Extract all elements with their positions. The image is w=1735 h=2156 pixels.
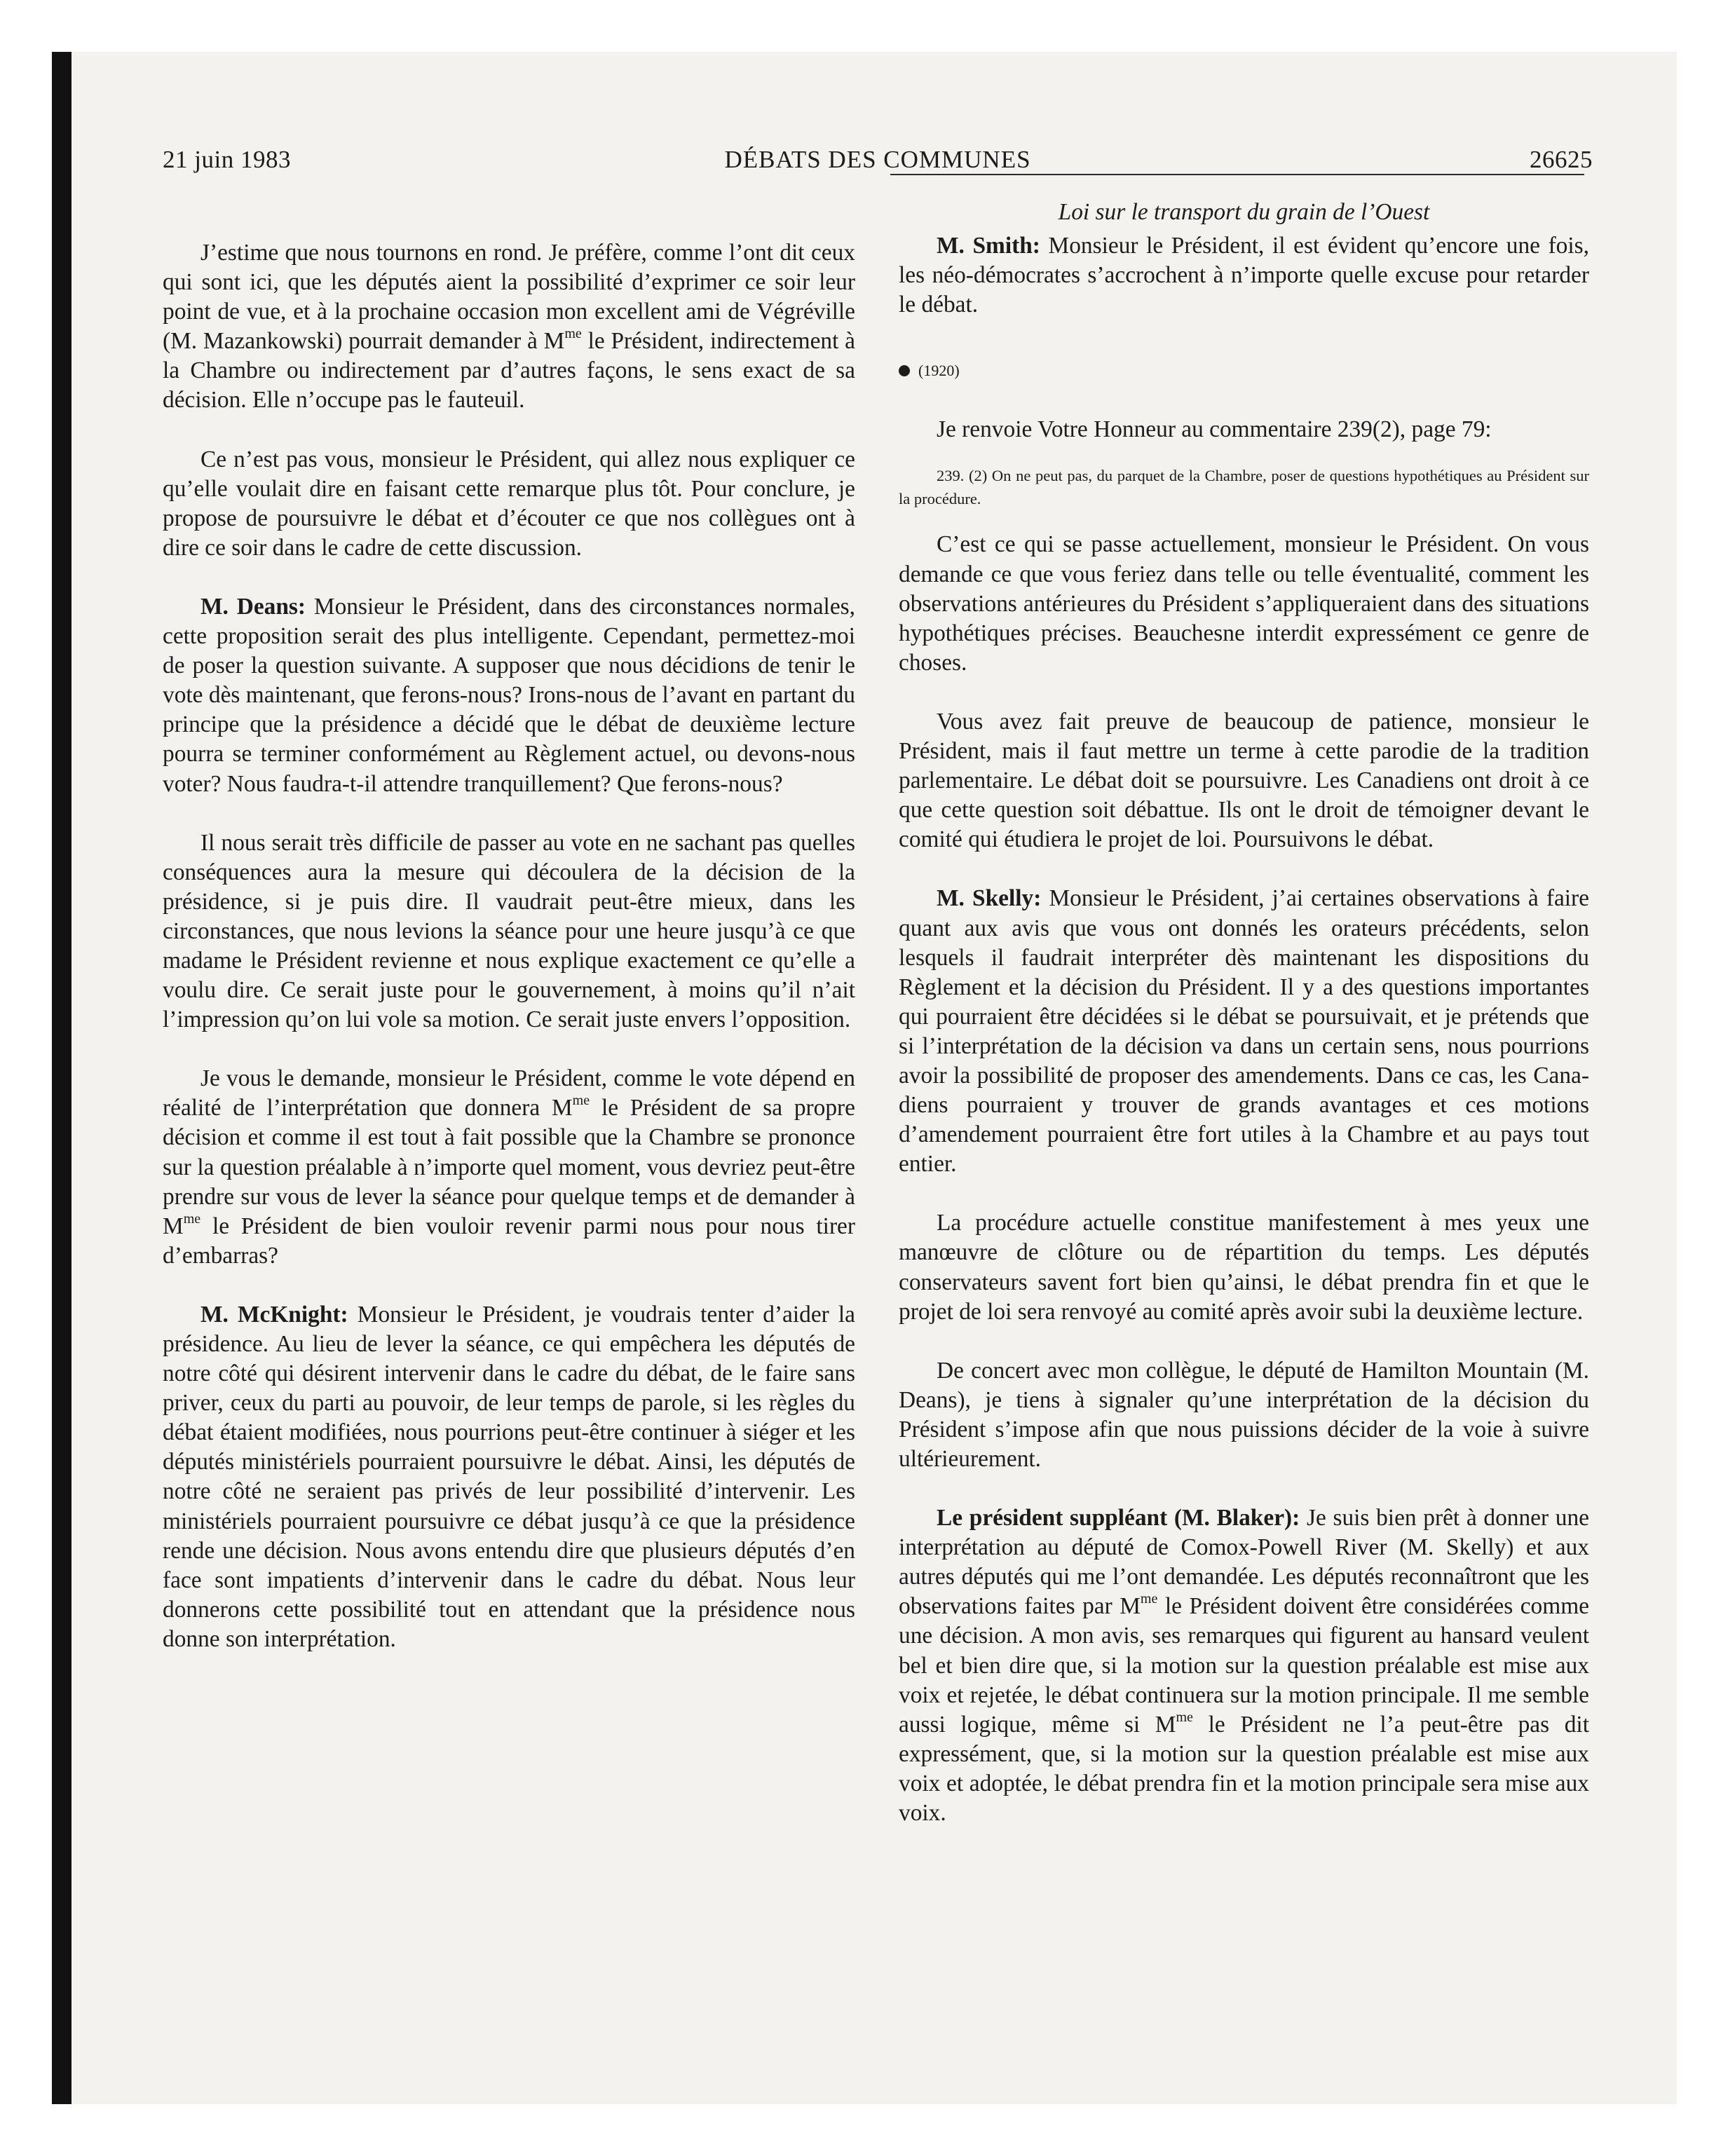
paragraph: Il nous serait très difficile de passer au vote en ne sachant pas quelles conséquences aura la mesure qui découlera de la décision de la présidence, si je puis dire. Il vaudrait peut-être mieux, dans les circonstances, que nous levions la séance pour une heure jusqu’à ce que madame le Président revienne et nous explique exactement ce qu’elle a voulu dire. Ce serait juste pour le gouvernement, à moins qu’il n’ait l’impression qu’on lui vole sa motion. Ce serait juste envers l’opposition. — [163, 829, 855, 1033]
speaker-name: M. Smith: — [937, 233, 1040, 259]
paragraph: M. Deans: Monsieur le Président, dans des circonstances normales, cette proposition serait des plus intelligente. Cependant, permettez-moi de poser la question suivante. A supposer que nous décidions de tenir le vote dès maintenant, que ferons-nous? Irons-nous de l’avant en partant du principe que la présidence a décidé que le débat de deuxième lecture pourra se terminer conformément au Règlement actuel, ou devons-nous voter? Nous faudra-t-il attendre tranquillement? Que ferons-nous? — [163, 593, 855, 797]
page-number: 26625 — [1530, 146, 1593, 173]
paragraph: La procédure actuelle constitue manifestement à mes yeux une manœuvre de clôture ou de répartition du temps. Les députés conservateurs savent fort bien qu’ainsi, le débat prendra fin et que le projet de loi sera renvoyé au comité après avoir subi la deuxième lecture. — [899, 1210, 1589, 1325]
quotation: 239. (2) On ne peut pas, du parquet de la Chambre, poser de questions hypothétiques au Président sur la procédure. — [899, 467, 1589, 508]
speaker-name: M. Deans: — [200, 593, 306, 620]
paragraph: Je vous le demande, monsieur le Président, comme le vote dépend en réalité de l’interprétation que donnera $M^{me}$ le Président de sa propre décision et comme il est tout à fait possible que la Chambre se prononce sur la question préalable à n’importe quel moment, vous devriez peut-être prendre sur vous de lever la séance pour quelque temps et de demander à $M^{me}$ le Président de bien vouloir revenir parmi nous pour nous tirer d’embarras? — [163, 1065, 855, 1269]
scan-border — [52, 52, 72, 2104]
paragraph: Le président suppléant (M. Blaker): Je suis bien prêt à donner une interprétation au député de Comox-Powell River (M. Skelly) et aux autres députés qui me l’ont demandée. Les députés reconnaîtront que les observations faites par $M^{me}$ le Président doivent être considérées comme une décision. A mon avis, ses remarques qui figurent au hansard veulent bel et bien dire que, si la motion sur la question préalable est mise aux voix et rejetée, le débat continuera sur la motion principale. Il me semble aussi logique, même si $M^{me}$ le Président ne l’a peut-être pas dit expressément, que, si la motion sur la question préalable est mise aux voix et adoptée, le débat prendra fin et la motion principale sera mise aux voix. — [899, 1505, 1589, 1827]
speaker-name: M. Skelly: — [937, 885, 1042, 912]
page-header — [163, 144, 1593, 176]
paragraph: J’estime que nous tournons en rond. Je préfère, comme l’ont dit ceux qui sont ici, que les députés aient la possibilité d’exprimer ce soir leur point de vue, et à la prochaine occasion mon excellent ami de Végréville (M. Mazankowski) pourrait demander à $M^{me}$ le Président, indirectement à la Chambre ou indirectement par d’autres façons, le sens exact de sa décision. Elle n’occupe pas le fauteuil. — [163, 240, 855, 414]
paragraph: Je renvoie Votre Honneur au commentaire 239(2), page 79: — [937, 416, 1492, 443]
paragraph: Vous avez fait preuve de beaucoup de patience, monsieur le Président, mais il faut mettre un terme à cette parodie de la tradition parlementaire. Le débat doit se poursuivre. Les Canadiens ont droit à ce que cette question soit débattue. Ils ont le droit de témoigner devant le comité qui étudiera le projet de loi. Poursuivons le débat. — [899, 708, 1589, 853]
paragraph: M. Smith: Monsieur le Président, il est évident qu’encore une fois, les néo-démocrates s’accrochent à n’importe quelle excuse pour retarder le débat. — [899, 233, 1589, 318]
right-column — [899, 198, 1589, 1828]
left-column — [163, 238, 855, 1654]
paragraph: M. McKnight: Monsieur le Président, je voudrais tenter d’aider la présidence. Au lieu de lever la séance, ce qui empêchera les députés de notre côté qui désirent intervenir dans le cadre du débat, de le faire sans priver, ceux du parti au pouvoir, de leur temps de parole, si les règles du débat étaient modifiées, nous pourrions peut-être continuer à siéger et les députés ministériels pourraient poursuivre le débat. Ainsi, les députés de notre côté ne seraient pas privés de leur possibilité d’intervenir. Les ministériels pourraient poursuivre ce débat jusqu’à ce que la présidence rende une décision. Nous avons entendu dire que plusieurs députés d’en face sont impatients d’intervenir dans le cadre du débat. Nous leur donnerons cette possibilité tout en attendant que la présidence nous donne son interprétation. — [163, 1301, 855, 1652]
running-title: Loi sur le transport du grain de l’Ouest — [1058, 199, 1430, 225]
header-rule — [890, 174, 1584, 175]
bullet-icon — [899, 365, 910, 376]
header-title: DÉBATS DES COMMUNES — [724, 146, 1031, 173]
speaker-name: Le président suppléant (M. Blaker): — [937, 1505, 1300, 1531]
paragraph: Ce n’est pas vous, monsieur le Président, qui allez nous expliquer ce qu’elle voulait dire en faisant cette remarque plus tôt. Pour conclure, je propose de poursuivre le débat et d’écouter ce que nos collègues ont à dire ce soir dans le cadre de cette discussion. — [163, 446, 855, 561]
paragraph: M. Skelly: Monsieur le Président, j’ai certaines observations à faire quant aux avis que vous ont donnés les orateurs précédents, selon lesquels il faudrait interpréter dès maintenant les dispositions du Règlement et la décision du Président. Il y a des questions importantes qui pourraient être décidées si le débat se poursuivait, et je prétends que si l’interprétation de la décision va dans un certain sens, nous pourrions avoir la possibilité de proposer des amendements. Dans ce cas, les Canadiens pourraient y trouver de grands avantages et ces motions d’amendement pourraient être fort utiles à la Chambre et au pays tout entier. — [899, 885, 1589, 1178]
time-marker: (1920) — [899, 356, 1589, 386]
paragraph: C’est ce qui se passe actuellement, monsieur le Président. On vous demande ce que vous feriez dans telle ou telle éventualité, comment les observations antérieures du Président s’appliqueraient dans des situations hypothétiques précises. Beauchesne interdit expressément ce genre de choses. — [899, 531, 1589, 676]
paragraph: De concert avec mon collègue, le député de Hamilton Mountain (M. Deans), je tiens à signaler qu’une interprétation de la décision du Président s’impose afin que nous puissions décider de la voie à suivre ultérieurement. — [899, 1357, 1589, 1472]
speaker-name: M. McKnight: — [200, 1301, 348, 1328]
header-date: 21 juin 1983 — [163, 146, 291, 173]
